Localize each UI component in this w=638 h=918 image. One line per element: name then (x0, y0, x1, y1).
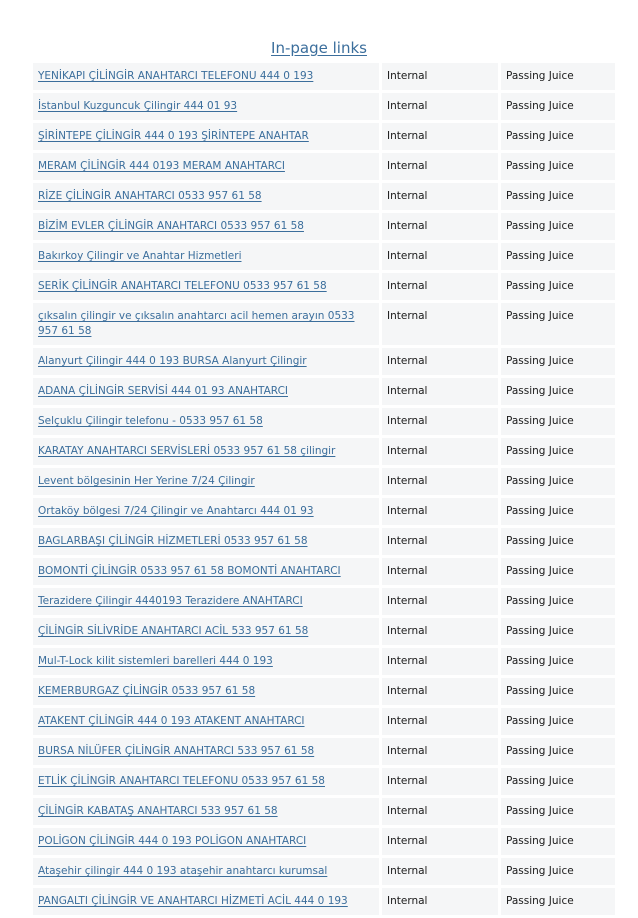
link-cell (33, 558, 379, 585)
link-type-cell: Internal (379, 123, 498, 150)
table-row (33, 213, 615, 240)
link-type-cell: Internal (379, 858, 498, 885)
link-cell (33, 348, 379, 375)
link-cell (33, 183, 379, 210)
link-cell (33, 678, 379, 705)
anchor-link[interactable]: ÇİLİNGİR SİLİVRİDE ANAHTARCI ACİL 533 957 61 58 (38, 625, 309, 637)
link-cell (33, 888, 379, 915)
link-type-cell: Internal (379, 888, 498, 915)
link-cell (33, 768, 379, 795)
link-juice-cell: Passing Juice (498, 348, 615, 375)
table-row (33, 123, 615, 150)
table-row (33, 348, 615, 375)
table-row (33, 378, 615, 405)
link-cell (33, 303, 379, 345)
page-title: In-page links (271, 39, 367, 57)
table-row (33, 93, 615, 120)
link-cell (33, 468, 379, 495)
link-type-cell: Internal (379, 273, 498, 300)
link-type-cell: Internal (379, 738, 498, 765)
link-juice-cell: Passing Juice (498, 678, 615, 705)
table-row (33, 498, 615, 525)
link-juice-cell: Passing Juice (498, 303, 615, 345)
link-type-cell: Internal (379, 528, 498, 555)
link-type-cell: Internal (379, 648, 498, 675)
anchor-link[interactable]: RİZE ÇİLİNGİR ANAHTARCI 0533 957 61 58 (38, 190, 262, 202)
table-row (33, 438, 615, 465)
link-cell (33, 588, 379, 615)
anchor-link[interactable]: BİZİM EVLER ÇİLİNGİR ANAHTARCI 0533 957 61 58 (38, 220, 304, 232)
anchor-link[interactable]: Bakırkoy Çilingir ve Anahtar Hizmetleri (38, 250, 242, 262)
link-cell (33, 438, 379, 465)
link-cell (33, 858, 379, 885)
link-juice-cell: Passing Juice (498, 153, 615, 180)
link-type-cell: Internal (379, 618, 498, 645)
link-type-cell: Internal (379, 303, 498, 345)
link-cell (33, 273, 379, 300)
link-juice-cell: Passing Juice (498, 213, 615, 240)
anchor-link[interactable]: Selçuklu Çilingir telefonu - 0533 957 61 58 (38, 415, 263, 427)
link-cell (33, 153, 379, 180)
link-type-cell: Internal (379, 798, 498, 825)
anchor-link[interactable]: İstanbul Kuzguncuk Çilingir 444 01 93 (38, 100, 238, 112)
link-juice-cell: Passing Juice (498, 273, 615, 300)
table-row (33, 528, 615, 555)
table-row (33, 828, 615, 855)
link-cell (33, 498, 379, 525)
table-row (33, 648, 615, 675)
link-type-cell: Internal (379, 468, 498, 495)
table-row (33, 858, 615, 885)
table-row (33, 678, 615, 705)
link-juice-cell: Passing Juice (498, 243, 615, 270)
table-row (33, 408, 615, 435)
link-type-cell: Internal (379, 348, 498, 375)
link-juice-cell: Passing Juice (498, 768, 615, 795)
links-table-body (33, 63, 615, 915)
anchor-link[interactable]: ADANA ÇİLİNGİR SERVİSİ 444 01 93 ANAHTARCI (38, 385, 289, 397)
anchor-link[interactable]: Ataşehir çilingir 444 0 193 ataşehir anahtarcı kurumsal (38, 865, 328, 877)
link-cell (33, 738, 379, 765)
table-row (33, 153, 615, 180)
anchor-link[interactable]: POLİGON ÇİLİNGİR 444 0 193 POLİGON ANAHTARCI (38, 835, 307, 847)
link-type-cell: Internal (379, 438, 498, 465)
table-row (33, 768, 615, 795)
table-row (33, 558, 615, 585)
link-type-cell: Internal (379, 588, 498, 615)
table-row (33, 738, 615, 765)
link-juice-cell: Passing Juice (498, 123, 615, 150)
link-type-cell: Internal (379, 828, 498, 855)
anchor-link[interactable]: ŞİRİNTEPE ÇİLİNGİR 444 0 193 ŞİRİNTEPE ANAHTAR (38, 130, 309, 142)
table-row (33, 273, 615, 300)
table-row (33, 588, 615, 615)
link-juice-cell: Passing Juice (498, 558, 615, 585)
table-row (33, 798, 615, 825)
link-cell (33, 63, 379, 90)
link-juice-cell: Passing Juice (498, 618, 615, 645)
link-cell (33, 618, 379, 645)
table-row (33, 888, 615, 915)
link-juice-cell: Passing Juice (498, 708, 615, 735)
link-juice-cell: Passing Juice (498, 888, 615, 915)
link-cell (33, 648, 379, 675)
link-juice-cell: Passing Juice (498, 738, 615, 765)
table-row (33, 303, 615, 345)
anchor-link[interactable]: Terazidere Çilingir 4440193 Terazidere ANAHTARCI (38, 595, 303, 607)
anchor-link[interactable]: KARATAY ANAHTARCI SERVİSLERİ 0533 957 61 58 çilingir (38, 445, 336, 457)
anchor-link[interactable]: Alanyurt Çilingir 444 0 193 BURSA Alanyurt Çilingir (38, 355, 307, 367)
anchor-link[interactable]: çıksalın çilingir ve çıksalın anahtarcı acil hemen arayın 0533 957 61 58 (38, 310, 355, 337)
table-row (33, 243, 615, 270)
anchor-link[interactable]: Ortaköy bölgesi 7/24 Çilingir ve Anahtarcı 444 01 93 (38, 505, 314, 517)
link-type-cell: Internal (379, 243, 498, 270)
link-juice-cell: Passing Juice (498, 588, 615, 615)
anchor-link[interactable]: ÇİLİNGİR KABATAŞ ANAHTARCI 533 957 61 58 (38, 805, 278, 817)
anchor-link[interactable]: BOMONTİ ÇİLİNGİR 0533 957 61 58 BOMONTİ ANAHTARCI (38, 565, 341, 577)
link-type-cell: Internal (379, 558, 498, 585)
link-type-cell: Internal (379, 213, 498, 240)
link-type-cell: Internal (379, 498, 498, 525)
link-cell (33, 708, 379, 735)
anchor-link[interactable]: YENİKAPI ÇİLİNGİR ANAHTARCI TELEFONU 444 0 193 (38, 70, 314, 82)
link-juice-cell: Passing Juice (498, 93, 615, 120)
anchor-link[interactable]: KEMERBURGAZ ÇİLİNGİR 0533 957 61 58 (38, 685, 256, 697)
anchor-link[interactable]: SERİK ÇİLİNGİR ANAHTARCI TELEFONU 0533 957 61 58 (38, 280, 327, 292)
link-cell (33, 528, 379, 555)
link-juice-cell: Passing Juice (498, 798, 615, 825)
anchor-link[interactable]: PANGALTI ÇİLİNGİR VE ANAHTARCI HİZMETİ ACİL 444 0 193 (38, 895, 348, 907)
link-juice-cell: Passing Juice (498, 63, 615, 90)
anchor-link[interactable]: ETLİK ÇİLİNGİR ANAHTARCI TELEFONU 0533 957 61 58 (38, 775, 325, 787)
table-row (33, 708, 615, 735)
table-row (33, 63, 615, 90)
table-row (33, 618, 615, 645)
link-cell (33, 408, 379, 435)
anchor-link[interactable]: BAGLARBAŞI ÇİLİNGİR HİZMETLERİ 0533 957 61 58 (38, 535, 308, 547)
link-cell (33, 828, 379, 855)
link-juice-cell: Passing Juice (498, 438, 615, 465)
anchor-link[interactable]: Mul-T-Lock kilit sistemleri barelleri 444 0 193 (38, 655, 273, 667)
table-row (33, 468, 615, 495)
link-juice-cell: Passing Juice (498, 498, 615, 525)
link-juice-cell: Passing Juice (498, 828, 615, 855)
link-juice-cell: Passing Juice (498, 468, 615, 495)
link-type-cell: Internal (379, 678, 498, 705)
link-type-cell: Internal (379, 378, 498, 405)
anchor-link[interactable]: Levent bölgesinin Her Yerine 7/24 Çilingir (38, 475, 255, 487)
anchor-link[interactable]: MERAM ÇİLİNGİR 444 0193 MERAM ANAHTARCI (38, 160, 285, 172)
links-table (33, 60, 615, 918)
anchor-link[interactable]: BURSA NİLÜFER ÇİLİNGİR ANAHTARCI 533 957 61 58 (38, 745, 315, 757)
link-cell (33, 243, 379, 270)
table-row (33, 183, 615, 210)
link-juice-cell: Passing Juice (498, 183, 615, 210)
link-type-cell: Internal (379, 708, 498, 735)
link-juice-cell: Passing Juice (498, 378, 615, 405)
link-type-cell: Internal (379, 768, 498, 795)
link-cell (33, 93, 379, 120)
link-type-cell: Internal (379, 408, 498, 435)
link-juice-cell: Passing Juice (498, 648, 615, 675)
link-cell (33, 123, 379, 150)
link-juice-cell: Passing Juice (498, 858, 615, 885)
link-type-cell: Internal (379, 153, 498, 180)
link-cell (33, 798, 379, 825)
link-type-cell: Internal (379, 63, 498, 90)
link-juice-cell: Passing Juice (498, 528, 615, 555)
anchor-link[interactable]: ATAKENT ÇİLİNGİR 444 0 193 ATAKENT ANAHTARCI (38, 715, 305, 727)
link-type-cell: Internal (379, 183, 498, 210)
link-juice-cell: Passing Juice (498, 408, 615, 435)
link-cell (33, 213, 379, 240)
link-cell (33, 378, 379, 405)
link-type-cell: Internal (379, 93, 498, 120)
